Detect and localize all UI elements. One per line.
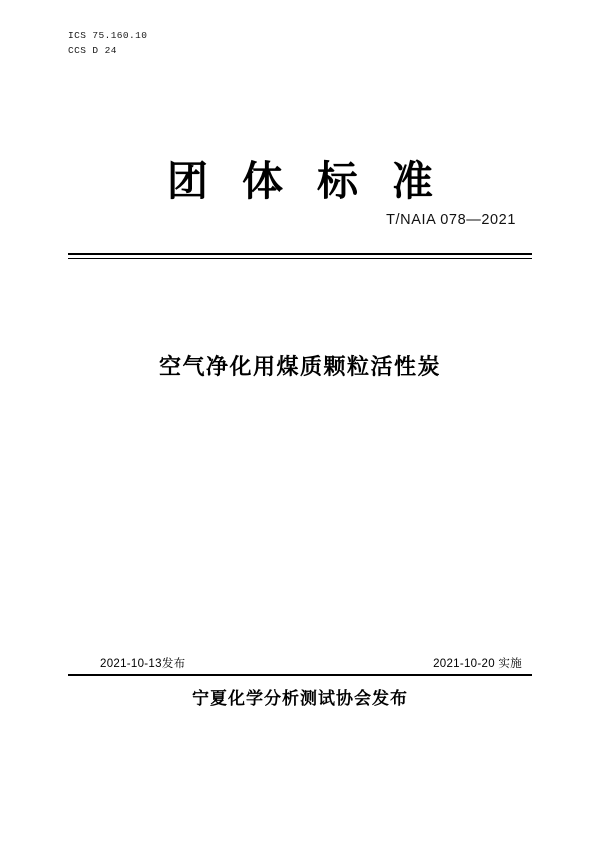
header-rule-thick — [68, 253, 532, 255]
standard-number: T/NAIA 078—2021 — [386, 212, 516, 228]
classification-codes — [68, 28, 147, 58]
ics-code: ICS 75.160.10 — [68, 30, 148, 41]
header-rule-thin — [68, 258, 532, 259]
dates-row — [68, 655, 532, 673]
issue-date: 2021-10-13发布 — [100, 658, 186, 670]
ccs-code: CCS D 24 — [68, 45, 117, 56]
effective-date: 2021-10-20 实施 — [433, 658, 522, 670]
page-title: 空气净化用煤质颗粒活性炭 — [158, 355, 441, 380]
footer-rule — [68, 674, 532, 676]
publisher-name: 宁夏化学分析测试协会发布 — [192, 689, 408, 709]
standard-type-heading: 团体标准 — [167, 157, 467, 205]
